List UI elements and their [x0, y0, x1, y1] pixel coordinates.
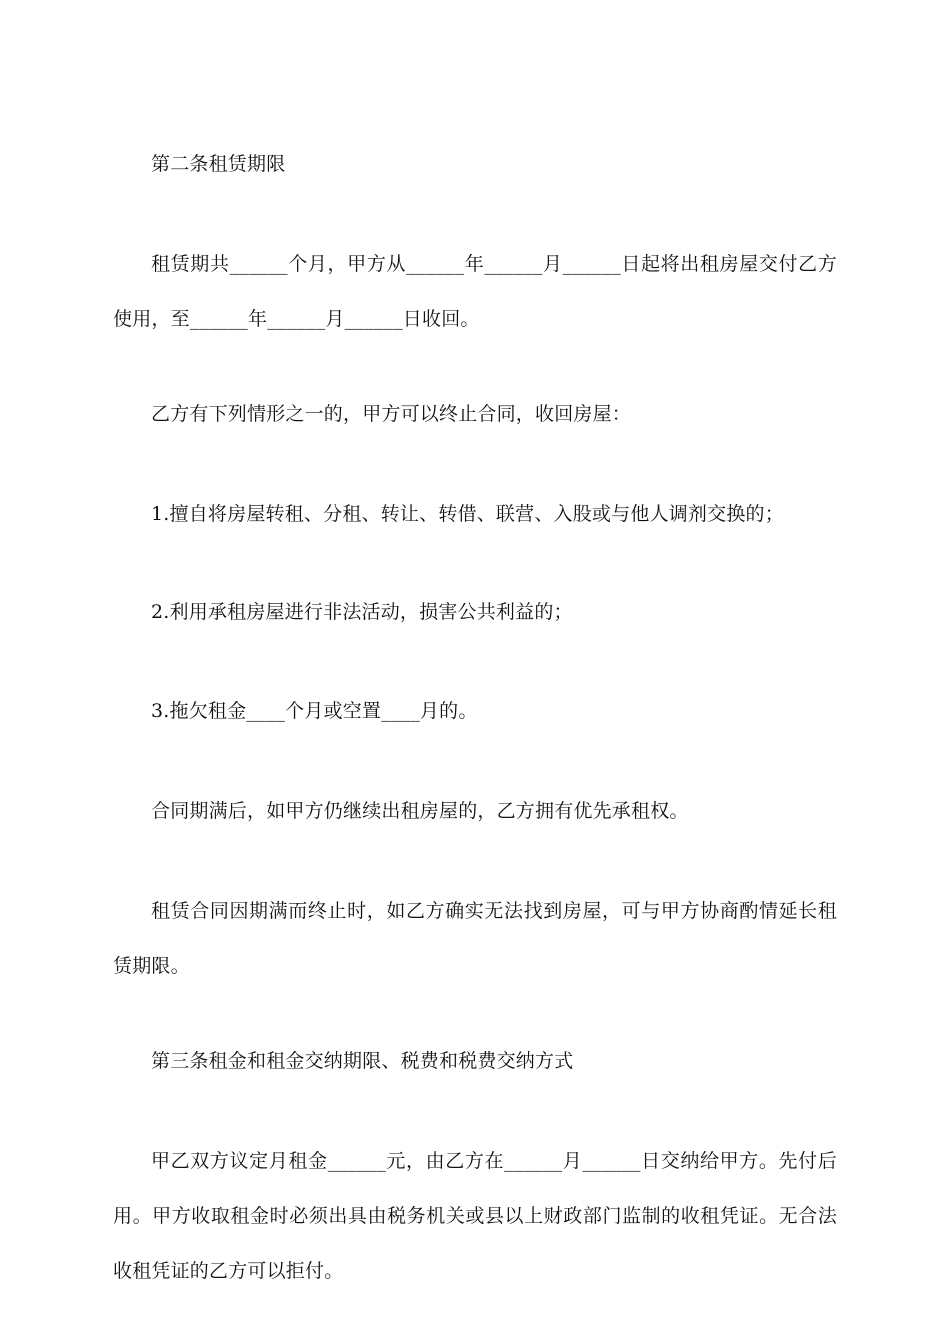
paragraph-extension: 租赁合同因期满而终止时，如乙方确实无法找到房屋，可与甲方协商酌情延长租赁期限。 — [113, 900, 837, 977]
section-heading-rent-and-taxes: 第三条租金和租金交纳期限、税费和税费交纳方式 — [151, 1050, 574, 1072]
paragraph-priority-renewal: 合同期满后，如甲方仍继续出租房屋的，乙方拥有优先承租权。 — [151, 800, 689, 822]
paragraph-termination-conditions: 乙方有下列情形之一的，甲方可以终止合同，收回房屋： — [151, 403, 632, 425]
list-item-illegal-activity: 2.利用承租房屋进行非法活动，损害公共利益的； — [151, 601, 573, 623]
list-item-sublet: 1.擅自将房屋转租、分租、转让、转借、联营、入股或与他人调剂交换的； — [151, 503, 784, 525]
section-heading-lease-term: 第二条租赁期限 — [151, 153, 286, 175]
list-item-rent-arrears: 3.拖欠租金____个月或空置____月的。 — [151, 700, 478, 722]
paragraph-lease-period: 租赁期共______个月，甲方从______年______月______日起将出租房屋交付乙方使用，至______年______月______日收回。 — [113, 253, 837, 330]
paragraph-rent-payment: 甲乙双方议定月租金______元，由乙方在______月______日交纳给甲方。先付后用。甲方收取租金时必须出具由税务机关或县以上财政部门监制的收租凭证。无合法收租凭证的乙方可以拒付。 — [113, 1150, 837, 1282]
